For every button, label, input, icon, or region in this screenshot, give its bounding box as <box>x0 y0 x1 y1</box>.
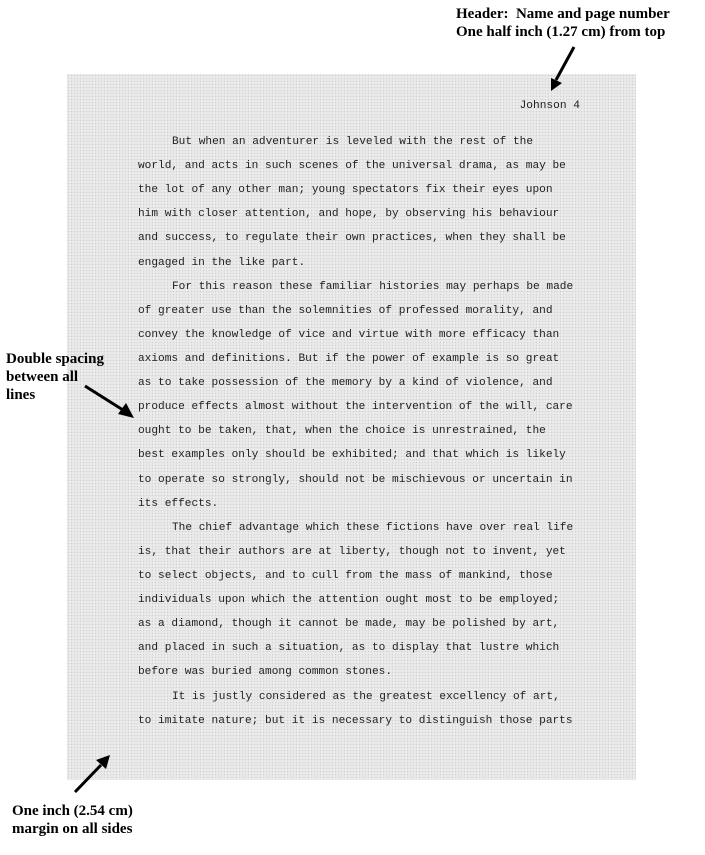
text-line: best examples only should be exhibited; and that which is likely <box>138 449 566 462</box>
text-line: For this reason these familiar histories may perhaps be made <box>172 280 574 293</box>
text-line: It is justly considered as the greatest excellency of art, <box>172 690 560 703</box>
text-line: convey the knowledge of vice and virtue with more efficacy than <box>138 328 560 341</box>
text-line: engaged in the like part. <box>138 256 306 269</box>
text-line: individuals upon which the attention ought most to be employed; <box>138 594 560 607</box>
text-line: as to take possession of the memory by a kind of violence, and <box>138 377 553 390</box>
text-line: to select objects, and to cull from the mass of mankind, those <box>138 569 553 582</box>
margin-annotation: One inch (2.54 cm) margin on all sides <box>12 803 133 837</box>
text-line: axioms and definitions. But if the power of example is so great <box>138 352 560 365</box>
text-line: to imitate nature; but it is necessary to distinguish those parts <box>138 714 573 727</box>
text-line: is, that their authors are at liberty, though not to invent, yet <box>138 545 566 558</box>
text-line: produce effects almost without the intervention of the will, care <box>138 401 573 414</box>
text-line: before was buried among common stones. <box>138 666 393 679</box>
text-line: The chief advantage which these fictions have over real life <box>172 521 574 534</box>
text-line: But when an adventurer is leveled with the rest of the <box>172 136 534 148</box>
spacing-arrow <box>85 386 134 418</box>
header-arrow <box>551 47 574 91</box>
running-header: Johnson 4 <box>519 100 580 112</box>
text-line: its effects. <box>138 497 219 510</box>
text-line: ought to be taken, that, when the choice is unrestrained, the <box>138 425 546 438</box>
text-line: of greater use than the solemnities of professed morality, and <box>138 304 553 317</box>
spacing-annotation: Double spacing between all lines <box>6 351 104 403</box>
text-line: him with closer attention, and hope, by observing his behaviour <box>138 208 560 221</box>
text-line: as a diamond, though it cannot be made, may be polished by art, <box>138 618 560 631</box>
text-line: and success, to regulate their own practices, when they shall be <box>138 232 566 245</box>
text-line: the lot of any other man; young spectators fix their eyes upon <box>138 184 553 197</box>
text-line: world, and acts in such scenes of the universal drama, as may be <box>138 160 566 173</box>
margin-arrow <box>75 755 110 792</box>
header-annotation: Header: Name and page number One half inch (1.27 cm) from top <box>456 6 670 40</box>
text-line: and placed in such a situation, as to display that lustre which <box>138 642 560 655</box>
text-line: to operate so strongly, should not be mischievous or uncertain in <box>138 473 573 486</box>
